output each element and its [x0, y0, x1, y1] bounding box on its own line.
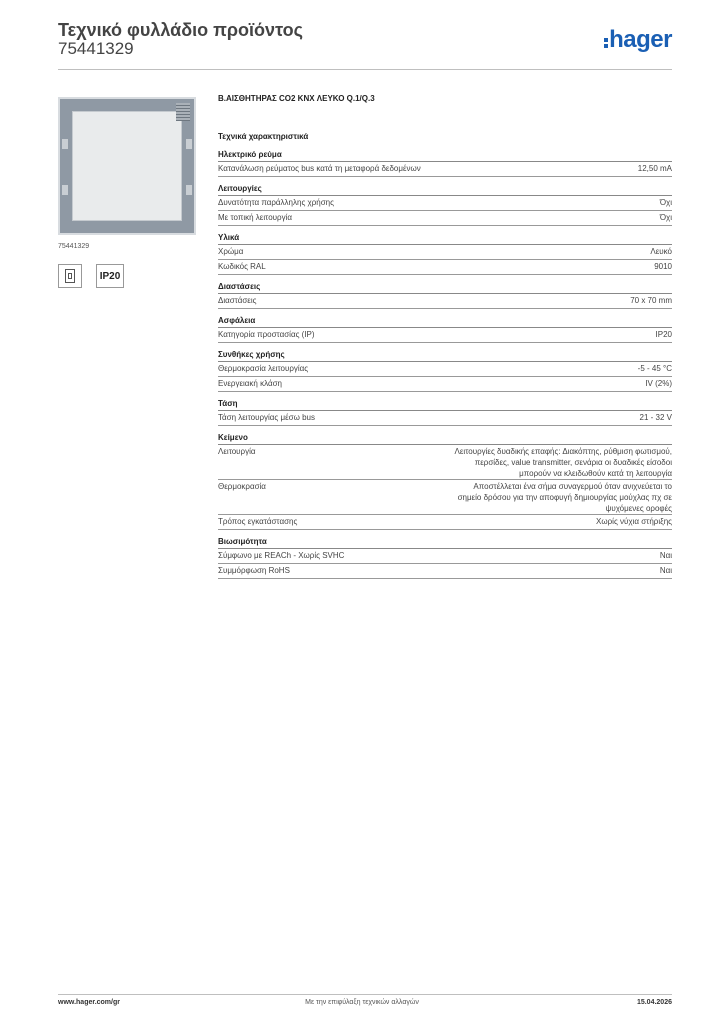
document-title: Τεχνικό φυλλάδιο προϊόντος: [58, 20, 303, 40]
spec-value: Όχι: [659, 198, 672, 207]
spec-label: Συμμόρφωση RoHS: [218, 566, 290, 575]
spec-group-title: Διαστάσεις: [218, 282, 672, 294]
spec-value: 70 x 70 mm: [630, 296, 672, 305]
spec-label: Κατανάλωση ρεύματος bus κατά τη μεταφορά δεδομένων: [218, 164, 421, 173]
spec-label: Λειτουργία: [218, 447, 256, 456]
spec-group: [218, 537, 672, 579]
spec-label: Διαστάσεις: [218, 296, 257, 305]
flush-mount-icon: [65, 269, 75, 283]
spec-value: 9010: [654, 262, 672, 271]
spec-label: Τάση λειτουργίας μέσω bus: [218, 413, 315, 422]
frame-clip: [62, 139, 68, 149]
frame-clip: [62, 185, 68, 195]
spec-label: Θερμοκρασία λειτουργίας: [218, 364, 309, 373]
product-image-label: 75441329: [58, 243, 90, 250]
spec-group-title: Υλικά: [218, 233, 672, 245]
spec-group-title: Λειτουργίες: [218, 184, 672, 196]
sensor-vent-icon: [176, 103, 190, 121]
product-image: [58, 97, 196, 235]
spec-row: [218, 549, 672, 564]
footer-divider: [58, 994, 672, 995]
spec-group: [218, 316, 672, 343]
spec-row: [218, 362, 672, 377]
spec-group-title: Βιωσιμότητα: [218, 537, 672, 549]
spec-value: Χωρίς νύχια στήριξης: [596, 517, 672, 526]
logo-dot-icon: [604, 38, 608, 42]
frame-clip: [186, 139, 192, 149]
spec-value: Λευκό: [650, 247, 672, 256]
logo-text: hager: [609, 26, 672, 53]
spec-label: Θερμοκρασία: [218, 482, 266, 491]
spec-value: IP20: [655, 330, 672, 339]
spec-row: [218, 245, 672, 260]
ip-rating-badge: IP20: [96, 264, 124, 288]
spec-value: Λειτουργίες δυαδικής επαφής: Διακόπτης, ρύθμιση φωτισμού, περσίδες, value transmitter, σενάρια οι δυαδικές είσοδοι μπορούν να κλειδωθούν κατά τη λειτουργία: [454, 447, 672, 478]
spec-value: Αποστέλλεται ένα σήμα συναγερμού όταν ανιχνεύεται το σημείο δρόσου για την αποφυγή δημιουργίας μούχλας πχ σε ψυχόμενες οροφές: [457, 482, 672, 513]
spec-row: [218, 564, 672, 579]
spec-label: Κατηγορία προστασίας (IP): [218, 330, 315, 339]
footer-date: 15.04.2026: [636, 999, 672, 1006]
spec-row: [218, 294, 672, 309]
spec-label: Σύμφωνο με REACh - Χωρίς SVHC: [218, 551, 345, 560]
spec-group: [218, 350, 672, 392]
spec-value: Ναι: [659, 566, 672, 575]
spec-group: [218, 184, 672, 226]
spec-value: 12,50 mA: [637, 164, 672, 173]
product-name: B.ΑΙΣΘΗΤΗΡΑΣ CO2 KNX ΛΕΥΚΟ Q.1/Q.3: [218, 94, 375, 103]
footer-notice: Με την επιφύλαξη τεχνικών αλλαγών: [305, 999, 419, 1006]
spec-group: [218, 233, 672, 275]
spec-value: -5 - 45 °C: [637, 364, 672, 373]
header-divider: [58, 69, 672, 70]
product-cover-plate: [72, 111, 182, 221]
spec-group-title: Τάση: [218, 399, 672, 411]
spec-group: [218, 150, 672, 177]
spec-row: [218, 162, 672, 177]
spec-group-title: Κείμενο: [218, 433, 672, 445]
spec-row: [218, 445, 672, 480]
spec-group-title: Συνθήκες χρήσης: [218, 350, 672, 362]
spec-row: [218, 328, 672, 343]
spec-value: Ναι: [659, 551, 672, 560]
spec-label: Ενεργειακή κλάση: [218, 379, 282, 388]
flush-mount-badge: [58, 264, 82, 288]
frame-clip: [186, 185, 192, 195]
spec-row: [218, 196, 672, 211]
spec-row: [218, 480, 672, 515]
document-number: 75441329: [58, 39, 134, 58]
footer-website[interactable]: www.hager.com/gr: [58, 999, 120, 1006]
spec-row: [218, 260, 672, 275]
spec-label: Κωδικός RAL: [218, 262, 266, 271]
spec-row: [218, 411, 672, 426]
spec-label: Χρώμα: [218, 247, 244, 256]
spec-label: Τρόπος εγκατάστασης: [218, 517, 298, 526]
spec-label: Δυνατότητα παράλληλης χρήσης: [218, 198, 334, 207]
hager-logo: [604, 26, 672, 54]
spec-group-title: Ηλεκτρικό ρεύμα: [218, 150, 672, 162]
spec-row: [218, 377, 672, 392]
spec-group: [218, 282, 672, 309]
spec-value: Όχι: [659, 213, 672, 222]
spec-group: [218, 399, 672, 426]
spec-row: [218, 515, 672, 530]
spec-groups: [218, 150, 672, 579]
section-heading: Τεχνικά χαρακτηριστικά: [218, 132, 309, 141]
logo-dot-icon: [604, 44, 608, 48]
spec-label: Με τοπική λειτουργία: [218, 213, 292, 222]
spec-value: 21 - 32 V: [639, 413, 672, 422]
spec-content: [218, 94, 672, 586]
page-header: [58, 20, 672, 70]
spec-group-title: Ασφάλεια: [218, 316, 672, 328]
spec-value: IV (2%): [645, 379, 672, 388]
spec-row: [218, 211, 672, 226]
spec-group: [218, 433, 672, 530]
